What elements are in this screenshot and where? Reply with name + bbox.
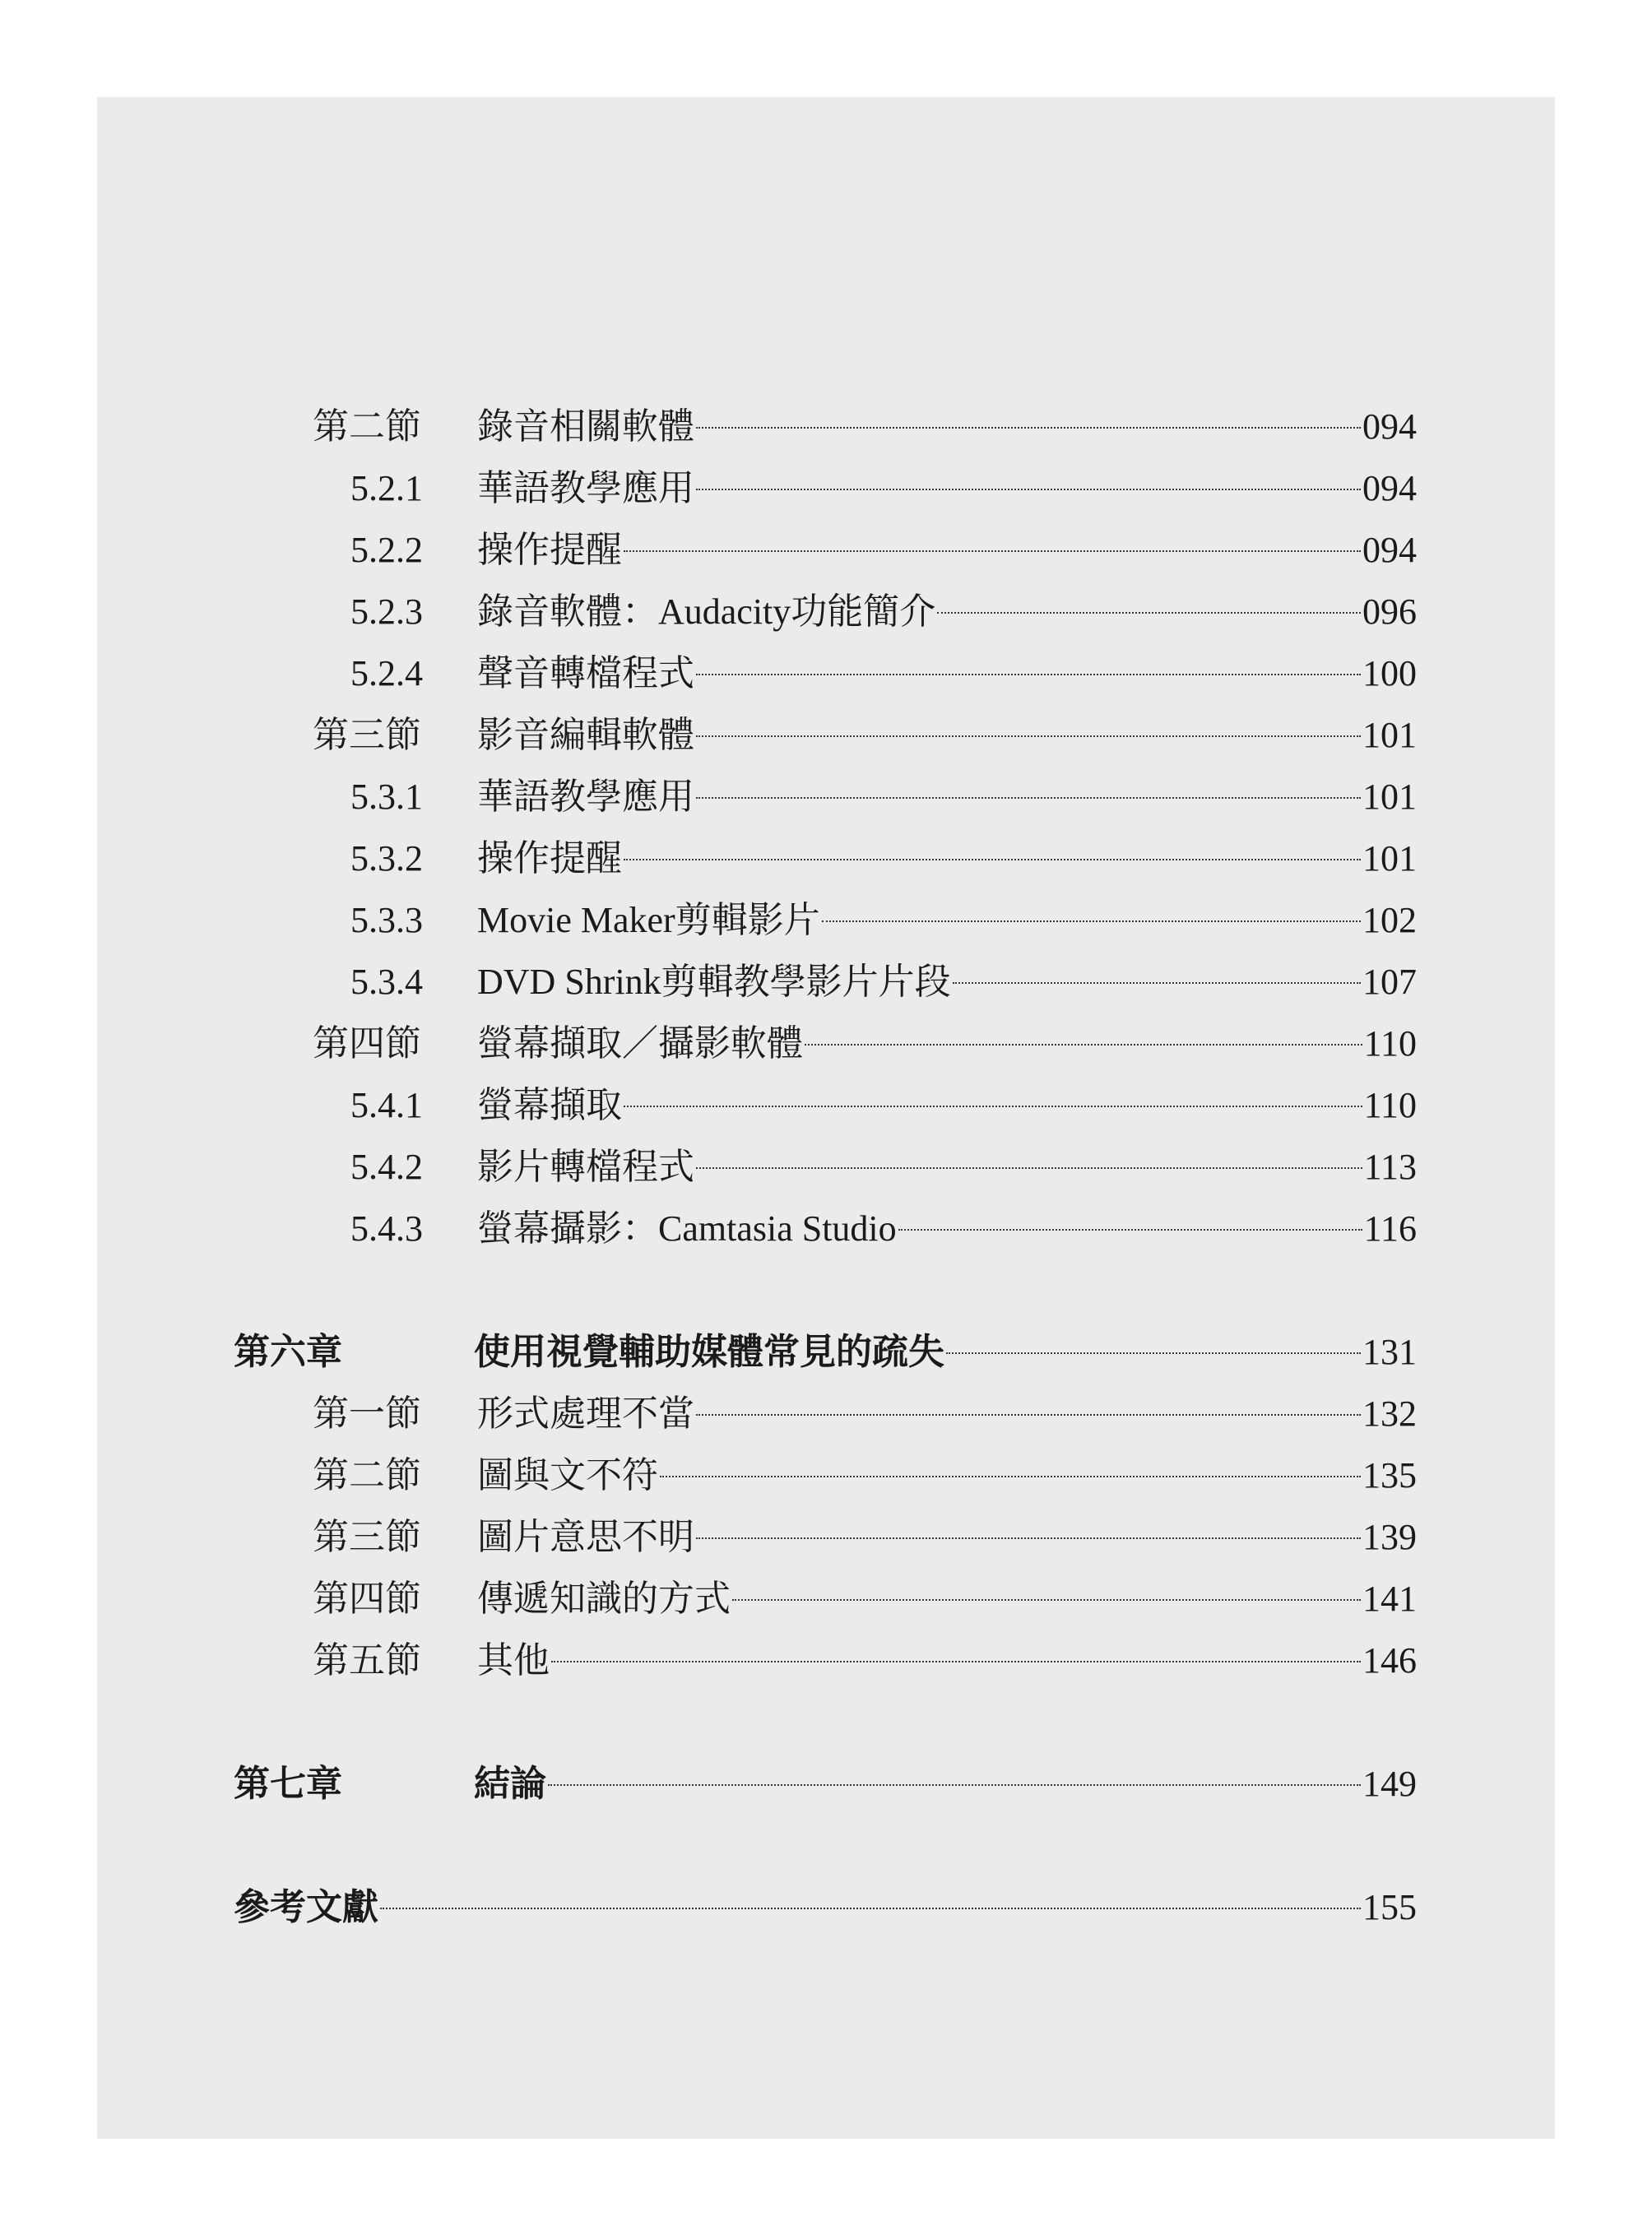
dot-leader — [624, 1105, 1362, 1107]
entry-page: 141 — [1362, 1579, 1417, 1619]
entry-title: 錄音相關軟體 — [477, 406, 694, 447]
entry-title: 華語教學應用 — [477, 468, 694, 508]
dot-leader — [696, 488, 1361, 490]
entry-page: 101 — [1362, 838, 1417, 879]
entry-page: 110 — [1363, 1023, 1417, 1064]
toc-entry-ch6-sec3[interactable] — [97, 1513, 1555, 1562]
entry-number: 5.2.3 — [350, 591, 423, 632]
entry-title: Movie Maker剪輯影片 — [477, 900, 820, 940]
dot-leader — [822, 920, 1361, 922]
entry-page: 107 — [1362, 962, 1417, 1002]
entry-page: 094 — [1362, 468, 1417, 508]
entry-title: 其他 — [477, 1640, 550, 1681]
entry-page: 094 — [1362, 530, 1417, 570]
entry-page: 132 — [1362, 1393, 1417, 1434]
entry-number: 5.3.3 — [350, 900, 423, 940]
entry-page: 146 — [1362, 1640, 1417, 1681]
entry-number: 第三節 — [313, 1517, 421, 1557]
entry-number: 第二節 — [313, 406, 421, 447]
entry-title: 傳遞知識的方式 — [477, 1579, 731, 1619]
entry-title: 聲音轉檔程式 — [477, 653, 694, 693]
entry-number: 5.3.2 — [350, 838, 423, 879]
entry-page: 139 — [1362, 1517, 1417, 1557]
dot-leader — [696, 1166, 1362, 1169]
toc-entry-ch5-sec2[interactable] — [97, 402, 1555, 452]
entry-page: 100 — [1362, 653, 1417, 693]
toc-entry-5-4-1[interactable] — [97, 1081, 1555, 1130]
table-of-contents — [97, 97, 1555, 2139]
entry-number: 5.3.4 — [350, 962, 423, 1002]
chapter-title: 使用視覺輔助媒體常見的疏失 — [474, 1332, 944, 1372]
chapter-number: 第七章 — [234, 1764, 342, 1804]
toc-entry-5-2-4[interactable] — [97, 649, 1555, 698]
entry-page: 149 — [1362, 1764, 1417, 1804]
entry-page: 101 — [1362, 777, 1417, 817]
entry-number: 5.2.1 — [350, 468, 423, 508]
entry-page: 094 — [1362, 406, 1417, 447]
toc-entry-ch6-sec2[interactable] — [97, 1451, 1555, 1500]
references-title: 參考文獻 — [234, 1887, 378, 1927]
entry-title: 操作提醒 — [477, 530, 622, 570]
entry-number: 第四節 — [313, 1023, 421, 1064]
entry-number: 5.2.4 — [350, 653, 423, 693]
entry-title: DVD Shrink剪輯教學影片片段 — [477, 962, 951, 1002]
dot-leader — [548, 1783, 1361, 1786]
toc-entry-ch7[interactable] — [97, 1760, 1555, 1809]
entry-page: 135 — [1362, 1455, 1417, 1495]
entry-title: 螢幕攝影：Camtasia Studio — [477, 1208, 897, 1249]
entry-title: 操作提醒 — [477, 838, 622, 879]
entry-number: 5.4.2 — [350, 1147, 423, 1187]
toc-entry-5-4-2[interactable] — [97, 1143, 1555, 1192]
dot-leader — [937, 611, 1361, 614]
entry-page: 101 — [1362, 715, 1417, 755]
dot-leader — [953, 981, 1361, 984]
dot-leader — [805, 1043, 1362, 1046]
entry-number: 第二節 — [313, 1455, 421, 1495]
entry-title: 影音編輯軟體 — [477, 715, 694, 755]
toc-entry-ch5-sec3[interactable] — [97, 711, 1555, 760]
entry-number: 5.4.3 — [350, 1208, 423, 1249]
toc-entry-5-3-4[interactable] — [97, 958, 1555, 1007]
toc-entry-ch6-sec5[interactable] — [97, 1636, 1555, 1686]
dot-leader — [732, 1598, 1361, 1601]
dot-leader — [696, 426, 1361, 429]
toc-entry-5-2-2[interactable] — [97, 526, 1555, 575]
entry-title: 螢幕擷取／攝影軟體 — [477, 1023, 803, 1064]
entry-page: 102 — [1362, 900, 1417, 940]
entry-title: 影片轉檔程式 — [477, 1147, 694, 1187]
dot-leader — [696, 796, 1361, 799]
toc-entry-5-2-1[interactable] — [97, 464, 1555, 513]
toc-entry-5-3-3[interactable] — [97, 896, 1555, 945]
toc-entry-5-3-1[interactable] — [97, 772, 1555, 822]
dot-leader — [624, 858, 1361, 860]
entry-number: 5.3.1 — [350, 777, 423, 817]
dot-leader — [380, 1907, 1361, 1909]
entry-title: 華語教學應用 — [477, 777, 694, 817]
dot-leader — [696, 1537, 1361, 1539]
chapter-number: 第六章 — [234, 1332, 342, 1372]
entry-number: 第五節 — [313, 1640, 421, 1681]
toc-entry-references[interactable] — [97, 1883, 1555, 1932]
entry-page: 113 — [1363, 1147, 1417, 1187]
toc-entry-5-2-3[interactable] — [97, 587, 1555, 637]
entry-page: 110 — [1363, 1085, 1417, 1125]
toc-entry-ch6-sec4[interactable] — [97, 1574, 1555, 1624]
dot-leader — [696, 735, 1361, 737]
toc-entry-ch6-sec1[interactable] — [97, 1389, 1555, 1439]
entry-page: 116 — [1363, 1208, 1417, 1249]
toc-page — [97, 97, 1555, 2139]
dot-leader — [946, 1352, 1361, 1354]
dot-leader — [660, 1475, 1361, 1477]
toc-entry-ch5-sec4[interactable] — [97, 1019, 1555, 1069]
entry-title: 圖片意思不明 — [477, 1517, 694, 1557]
entry-page: 096 — [1362, 591, 1417, 632]
entry-title: 形式處理不當 — [477, 1393, 694, 1434]
chapter-title: 結論 — [474, 1764, 546, 1804]
entry-page: 155 — [1362, 1887, 1417, 1927]
entry-number: 5.4.1 — [350, 1085, 423, 1125]
toc-entry-ch6[interactable] — [97, 1328, 1555, 1377]
entry-title: 錄音軟體：Audacity功能簡介 — [477, 591, 936, 632]
entry-number: 第三節 — [313, 715, 421, 755]
entry-number: 第一節 — [313, 1393, 421, 1434]
entry-title: 圖與文不符 — [477, 1455, 658, 1495]
entry-title: 螢幕擷取 — [477, 1085, 622, 1125]
entry-page: 131 — [1362, 1332, 1417, 1372]
dot-leader — [696, 1413, 1361, 1416]
dot-leader — [696, 673, 1361, 675]
entry-number: 第四節 — [313, 1579, 421, 1619]
dot-leader — [551, 1660, 1361, 1662]
dot-leader — [898, 1228, 1362, 1231]
dot-leader — [624, 549, 1361, 552]
entry-number: 5.2.2 — [350, 530, 423, 570]
toc-entry-5-4-3[interactable] — [97, 1204, 1555, 1254]
toc-entry-5-3-2[interactable] — [97, 834, 1555, 883]
